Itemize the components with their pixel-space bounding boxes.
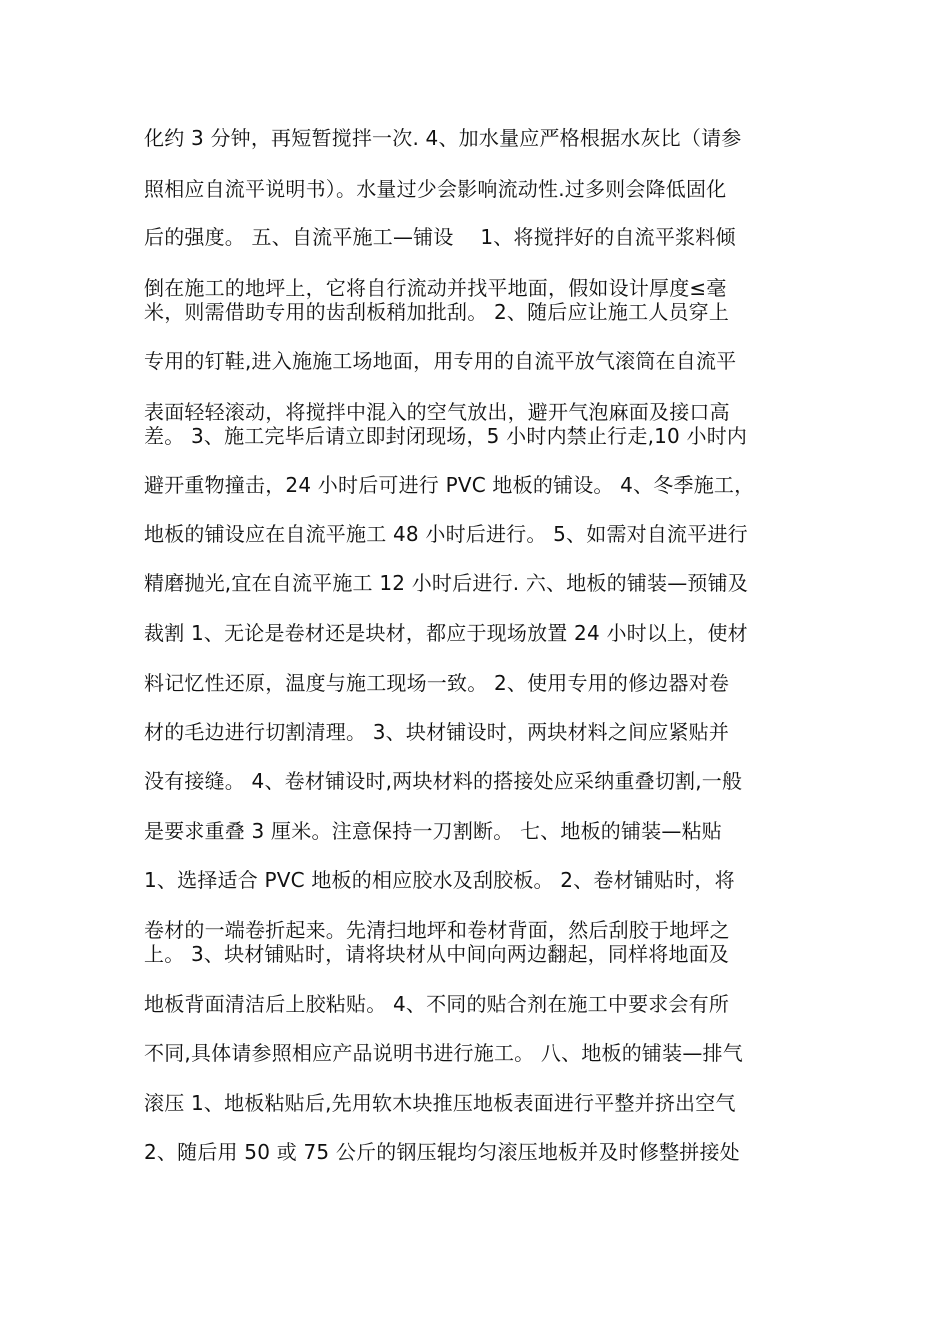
text-line: 精磨抛光,宜在自流平施工 12 小时后进行. 六、地板的铺装—预铺及 (144, 571, 749, 595)
text-line: 材的毛边进行切割清理。 3、块材铺设时，两块材料之间应紧贴并 (144, 720, 730, 744)
text-line: 倒在施工的地坪上，它将自行流动并找平地面，假如设计厚度≤毫 (144, 276, 727, 300)
text-line: 1、选择适合 PVC 地板的相应胶水及刮胶板。 2、卷材铺贴时，将 (144, 868, 735, 892)
text-line: 专用的钉鞋,进入施施工场地面，用专用的自流平放气滚筒在自流平 (144, 349, 737, 373)
text-line: 后的强度。 五、自流平施工—铺设 1、将搅拌好的自流平浆料倾 (144, 225, 736, 249)
text-line: 差。 3、施工完毕后请立即封闭现场，5 小时内禁止行走,10 小时内 (144, 424, 748, 448)
text-line: 地板的铺设应在自流平施工 48 小时后进行。 5、如需对自流平进行 (144, 522, 748, 546)
text-line: 裁割 1、无论是卷材还是块材，都应于现场放置 24 小时以上，使材 (144, 621, 748, 645)
text-line: 避开重物撞击，24 小时后可进行 PVC 地板的铺设。 4、冬季施工， (144, 473, 755, 497)
text-line: 不同,具体请参照相应产品说明书进行施工。 八、地板的铺装—排气 (144, 1041, 743, 1065)
text-line: 地板背面清洁后上胶粘贴。 4、不同的贴合剂在施工中要求会有所 (144, 992, 730, 1016)
text-line: 卷材的一端卷折起来。先清扫地坪和卷材背面，然后刮胶于地坪之 (144, 918, 730, 942)
text-line: 表面轻轻滚动，将搅拌中混入的空气放出，避开气泡麻面及接口高 (144, 400, 730, 424)
text-line: 没有接缝。 4、卷材铺设时,两块材料的搭接处应采纳重叠切割,一般 (144, 769, 743, 793)
text-line: 上。 3、块材铺贴时，请将块材从中间向两边翻起，同样将地面及 (144, 942, 730, 966)
text-line: 2、随后用 50 或 75 公斤的钢压辊均匀滚压地板并及时修整拼接处 (144, 1140, 740, 1164)
text-line: 化约 3 分钟，再短暂搅拌一次. 4、加水量应严格根据水灰比（请参 (144, 126, 742, 150)
text-line: 照相应自流平说明书）。水量过少会影响流动性.过多则会降低固化 (144, 177, 727, 201)
text-line: 米，则需借助专用的齿刮板稍加批刮。 2、随后应让施工人员穿上 (144, 300, 730, 324)
text-line: 是要求重叠 3 厘米。注意保持一刀割断。 七、地板的铺装—粘贴 (144, 819, 722, 843)
text-line: 滚压 1、地板粘贴后,先用软木块推压地板表面进行平整并挤出空气 (144, 1091, 736, 1115)
text-line: 料记忆性还原，温度与施工现场一致。 2、使用专用的修边器对卷 (144, 671, 730, 695)
